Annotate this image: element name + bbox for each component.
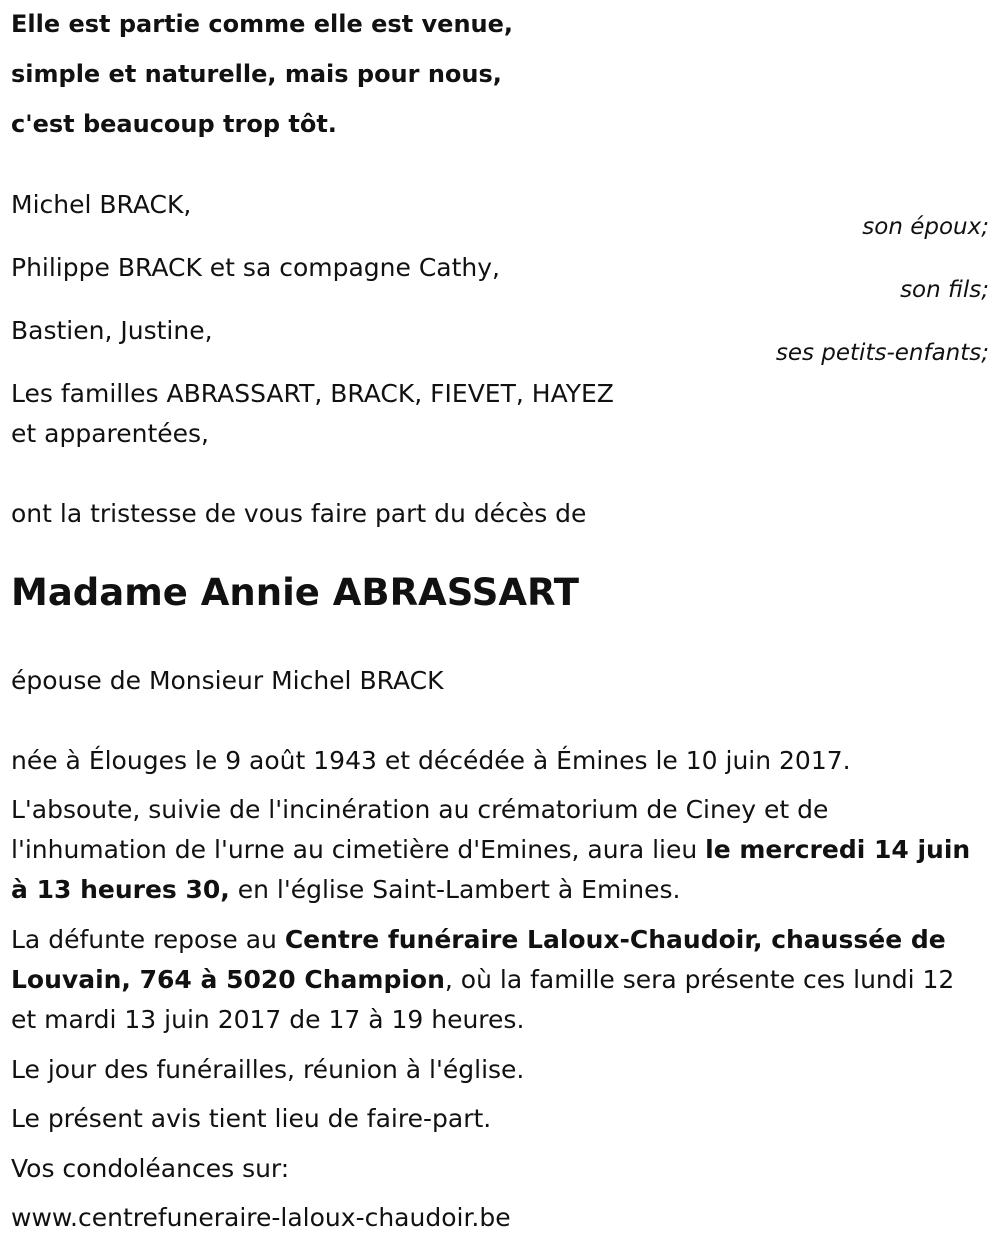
poem-line-1: Elle est partie comme elle est venue, (11, 10, 514, 38)
poem-line-2: simple et naturelle, mais pour nous, (11, 60, 502, 88)
birth-death-dates: née à Élouges le 9 août 1943 et décédée à Émines le 10 juin 2017. (11, 746, 851, 775)
deceased-name: Madame Annie ABRASSART (11, 571, 580, 614)
spouse-role: son époux; (862, 214, 989, 240)
announcement-text: ont la tristesse de vous faire part du décès de (11, 499, 587, 528)
son-name: Philippe BRACK et sa compagne Cathy, (11, 253, 501, 282)
repose-text-before: La défunte repose au (11, 925, 285, 954)
deceased-spouse-of: épouse de Monsieur Michel BRACK (11, 666, 444, 695)
condolences-label: Vos condoléances sur: (11, 1154, 290, 1183)
families-line-2: et apparentées, (11, 419, 209, 448)
families-line-1: Les familles ABRASSART, BRACK, FIEVET, HAYEZ (11, 379, 614, 408)
grandchildren-role: ses petits-enfants; (775, 340, 989, 366)
ceremony-paragraph (11, 790, 986, 910)
poem-line-3: c'est beaucoup trop tôt. (11, 110, 337, 138)
ceremony-date-time: le mercredi 14 juin à 13 heures 30, (11, 835, 971, 904)
grandchildren-names: Bastien, Justine, (11, 316, 213, 345)
repose-paragraph (11, 920, 986, 1040)
repose-location: Centre funéraire Laloux-Chaudoir, chaussée de Louvain, 764 à 5020 Champion (11, 925, 946, 994)
notice-text: Le présent avis tient lieu de faire-part. (11, 1104, 492, 1133)
website-link[interactable]: www.centrefuneraire-laloux-chaudoir.be (11, 1203, 511, 1232)
reunion-text: Le jour des funérailles, réunion à l'église. (11, 1055, 525, 1084)
son-role: son fils; (900, 277, 989, 303)
ceremony-text-after: en l'église Saint-Lambert à Emines. (229, 875, 681, 904)
repose-text-after: , où la famille sera présente ces lundi 12 et mardi 13 juin 2017 de 17 à 19 heures. (11, 965, 955, 1034)
spouse-name: Michel BRACK, (11, 190, 192, 219)
ceremony-text-before: L'absoute, suivie de l'incinération au crématorium de Ciney et de l'inhumation de l'urne au cimetière d'Emines, aura lieu (11, 795, 829, 864)
